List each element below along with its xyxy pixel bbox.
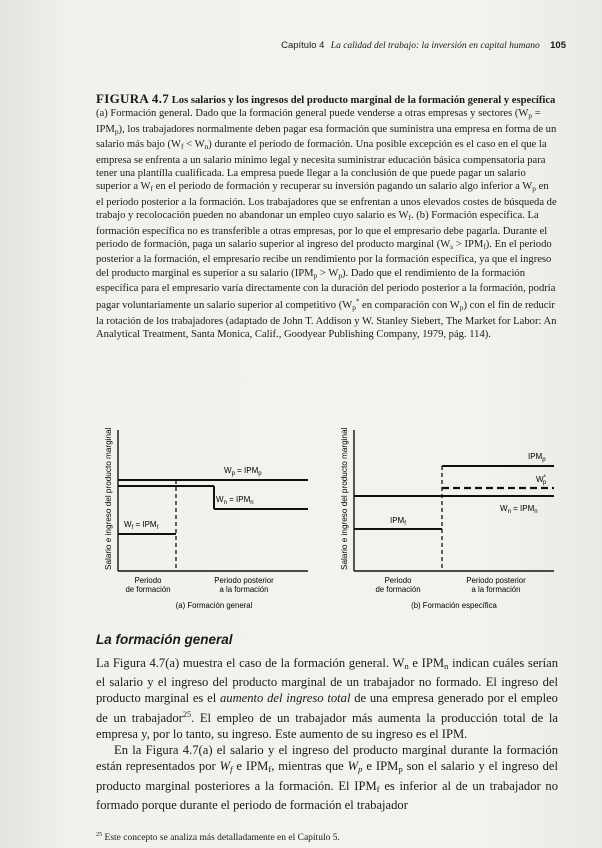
panel-a-wp-label: $W_p = IPM_p$ bbox=[224, 466, 262, 477]
panel-a-y-label: Salario e ingreso del producto marginal bbox=[104, 428, 113, 570]
panel-b-ipmp-label: $IPM_p$ bbox=[528, 452, 546, 463]
footnote-number: 25 bbox=[96, 832, 103, 838]
panel-a-x-label-2b: a la formación bbox=[219, 585, 269, 594]
panel-b-ipmf-label: $IPM_f$ bbox=[390, 516, 406, 527]
panel-b-y-label: Salario e ingreso del producto marginal bbox=[340, 428, 349, 570]
caption-text-b: (b) Formación específica. La formación específica no es transferible a otras empresas, por lo que el empresario debe pagarla. Durante el periodo de formación, paga un salario superior al ingreso del producto marginal $(W_s > IPM_f)$. En el periodo posterior a la formación, el empresario recibe un rendimiento por la formación específica, ya que el ingreso del producto marginal es superior a su salario $(IPM_p > W_p)$. Dado que el rendimiento de la formación específica para el empresario varía directamente con la duración del periodo posterior a la formación, podría pagar voluntariamente un salario superior al competitivo ($W_p^*$ en comparación con $W_p$) con el fin de reducir la rotación de los trabajadores (adaptado de John T. Addison y W. Stanley Siebert, The Market for Labor: An Analytical Treatment, Santa Monica, Calif., Goodyear Publishing Company, 1979, pág. 114). bbox=[96, 210, 557, 341]
footnote bbox=[96, 832, 558, 843]
panel-b-x-label-2a: Periodo posterior bbox=[466, 576, 526, 585]
panel-a-x-label-2a: Periodo posterior bbox=[214, 576, 274, 585]
paragraph-2: En la Figura 4.7(a) el salario y el ingreso del producto marginal durante la formación están representados por $W_f$ e $IPM_f$, mientras que $W_p$ e $IPM_p$ son el salario y el ingreso del producto marginal posteriores a la formación. El $IPM_f$ es inferior al de un trabajador no formado porque durante el periodo de formación el trabajador bbox=[96, 743, 558, 812]
diagram-svg bbox=[96, 428, 558, 618]
panel-b-x-label-1a: Periodo bbox=[384, 576, 412, 585]
footnote-text: Este concepto se analiza más detalladamente en el Capítulo 5. bbox=[104, 833, 340, 844]
body-text bbox=[96, 655, 558, 813]
page-number: 105 bbox=[550, 40, 566, 51]
panel-a-x-label-1a: Periodo bbox=[134, 576, 162, 585]
paragraph-1: La Figura 4.7(a) muestra el caso de la formación general. $W_n$ e $IPM_n$ indican cuáles serían el salario y el ingreso del producto marginal de un trabajador no formado. El ingreso del producto marginal es el aumento del ingreso total de una empresa generado por el empleo de un trabajador$^{25}$. El empleo de un trabajador más aumenta la producción total de la empresa y, por lo tanto, su ingreso. Este aumento de su ingreso es el IPM. bbox=[96, 656, 558, 741]
panel-b-caption: (b) Formación específica bbox=[411, 601, 497, 610]
running-header bbox=[281, 40, 566, 51]
panel-a-wn-label: $W_n = IPM_n$ bbox=[216, 495, 254, 506]
figure-4-7-diagram bbox=[96, 428, 558, 618]
panel-b-wn-label: $W_n = IPM_n$ bbox=[500, 504, 538, 515]
section-heading: La formación general bbox=[96, 632, 233, 647]
panel-b-wp-label: W* p bbox=[536, 475, 547, 486]
panel-b-x-label-1b: de formación bbox=[375, 585, 421, 594]
figure-title: Los salarios y los ingresos del producto marginal de la formación general y específica bbox=[171, 95, 556, 106]
panel-a-x-label-1b: de formación bbox=[125, 585, 171, 594]
figure-label: FIGURA 4.7 bbox=[96, 91, 170, 106]
figure-caption bbox=[96, 92, 558, 341]
panel-b bbox=[340, 428, 554, 610]
caption-text-a: (a) Formación general. Dado que la formación general puede venderse a otras empresas y sectores $(W_p = IPM_p)$, los trabajadores normalmente deben pagar esa formación que suministra una empresa en forma de un salario más bajo $(W_f < W_n)$ durante el periodo de formación. Una posible excepción es el caso en el que la empresa se enfrenta a un salario mínimo legal y necesita suministrar educación básica compensatoria para tener una plantilla cualificada. La empresa puede llegar a la conclusión de que puede pagar un salario superior a $W_f$ en el periodo de formación y recuperar su inversión pagando un salario algo inferior a $W_p$ en el periodo posterior a la formación. Los trabajadores que se enfrentan a unos elevados costes de búsqueda de trabajo y recolocación pueden no abandonar un empleo cuyo salario es $W_f$. bbox=[96, 108, 557, 223]
chapter-title: La calidad del trabajo: la inversión en capital humano bbox=[330, 41, 540, 51]
panel-a bbox=[104, 428, 308, 610]
chapter-label: Capítulo 4 bbox=[281, 40, 325, 51]
panel-a-wf-label: $W_f = IPM_f$ bbox=[124, 520, 159, 531]
panel-b-x-label-2b: a la formación bbox=[471, 585, 521, 594]
panel-a-caption: (a) Formación general bbox=[175, 601, 253, 610]
